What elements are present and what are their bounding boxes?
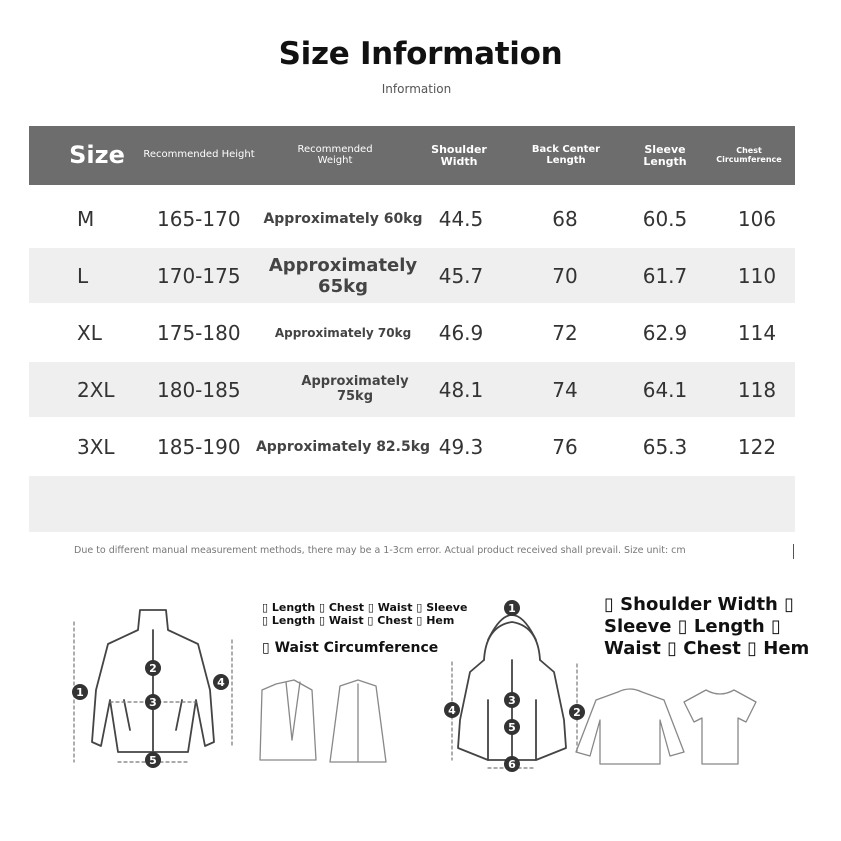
cell-back-length: 76 [552, 434, 578, 459]
cell-sleeve: 62.9 [642, 320, 688, 345]
header-recommended-weight: Recommended Weight [297, 144, 373, 166]
marker-4-label: 4 [448, 704, 456, 717]
cell-back-length: 74 [552, 377, 578, 402]
cell-shoulder: 49.3 [438, 434, 484, 459]
cell-weight: Approximately 65kg [268, 254, 418, 297]
cell-size: XL [77, 320, 102, 345]
cell-chest: 114 [737, 320, 777, 345]
header-back-center-length: Back Center Length [531, 144, 601, 166]
cell-chest: 118 [737, 377, 777, 402]
cell-height: 180-185 [157, 377, 241, 402]
cell-height: 170-175 [157, 263, 241, 288]
cell-size: L [77, 263, 89, 288]
cell-sleeve: 65.3 [642, 434, 688, 459]
marker-5-label: 5 [508, 721, 516, 734]
cell-weight: Approximately 75kg [301, 374, 409, 404]
marker-5-label: 5 [149, 754, 157, 767]
header-shoulder-width: Shoulder Width [431, 142, 487, 168]
cell-chest: 106 [737, 206, 777, 231]
cell-back-length: 68 [552, 206, 578, 231]
cell-shoulder: 46.9 [438, 320, 484, 345]
cell-sleeve: 64.1 [642, 377, 688, 402]
marker-1-label: 1 [76, 686, 84, 699]
legend-line: ▯ Length ▯ Waist ▯ Chest ▯ Hem [262, 614, 455, 627]
cell-weight: Approximately 82.5kg [255, 438, 431, 455]
jacket-outline-icon [92, 610, 214, 752]
blazer-icon [260, 680, 316, 760]
cell-height: 175-180 [157, 320, 241, 345]
cell-back-length: 72 [552, 320, 578, 345]
cell-weight: Approximately 60kg [263, 210, 423, 227]
legend-waist-circumference: ▯ Waist Circumference [262, 640, 439, 656]
marker-6-label: 6 [508, 758, 516, 771]
shirt-icon [330, 680, 386, 762]
cell-weight: Approximately 70kg [274, 325, 412, 340]
cell-size: 3XL [77, 434, 115, 459]
cell-back-length: 70 [552, 263, 578, 288]
marker-3-label: 3 [149, 696, 157, 709]
sweatshirt-icon [576, 689, 684, 764]
hoodie-markers [444, 600, 585, 772]
marker-3-label: 3 [508, 694, 516, 707]
cell-shoulder: 45.7 [438, 263, 484, 288]
measurement-note: Due to different manual measurement methods, there may be a 1-3cm error. Actual product received shall prevail. Size unit: cm [74, 545, 686, 556]
cell-chest: 110 [737, 263, 777, 288]
header-chest-circumference: Chest Circumference [716, 146, 782, 164]
cell-sleeve: 60.5 [642, 206, 688, 231]
marker-2-label: 2 [573, 706, 581, 719]
marker-1-label: 1 [508, 602, 516, 615]
cell-height: 165-170 [157, 206, 241, 231]
header-sleeve-length: Sleeve Length [643, 142, 687, 168]
legend-line: ▯ Shoulder Width ▯ [604, 594, 795, 615]
marker-2-label: 2 [149, 662, 157, 675]
cell-size: 2XL [77, 377, 115, 402]
page-subtitle: Information [381, 82, 452, 96]
cell-size: M [77, 206, 95, 231]
legend-line: ▯ Length ▯ Chest ▯ Waist ▯ Sleeve [262, 601, 468, 614]
header-size: Size [69, 140, 125, 169]
tshirt-icon [684, 690, 756, 764]
cell-sleeve: 61.7 [642, 263, 688, 288]
page-title: Size Information [278, 36, 563, 72]
legend-line: Sleeve ▯ Length ▯ [604, 616, 781, 637]
cell-shoulder: 44.5 [438, 206, 484, 231]
cell-shoulder: 48.1 [438, 377, 484, 402]
cell-chest: 122 [737, 434, 777, 459]
header-recommended-height: Recommended Height [143, 149, 255, 161]
hoodie-outline-icon [458, 615, 566, 760]
cell-height: 185-190 [157, 434, 241, 459]
marker-4-label: 4 [217, 676, 225, 689]
legend-line: Waist ▯ Chest ▯ Hem [604, 638, 810, 659]
